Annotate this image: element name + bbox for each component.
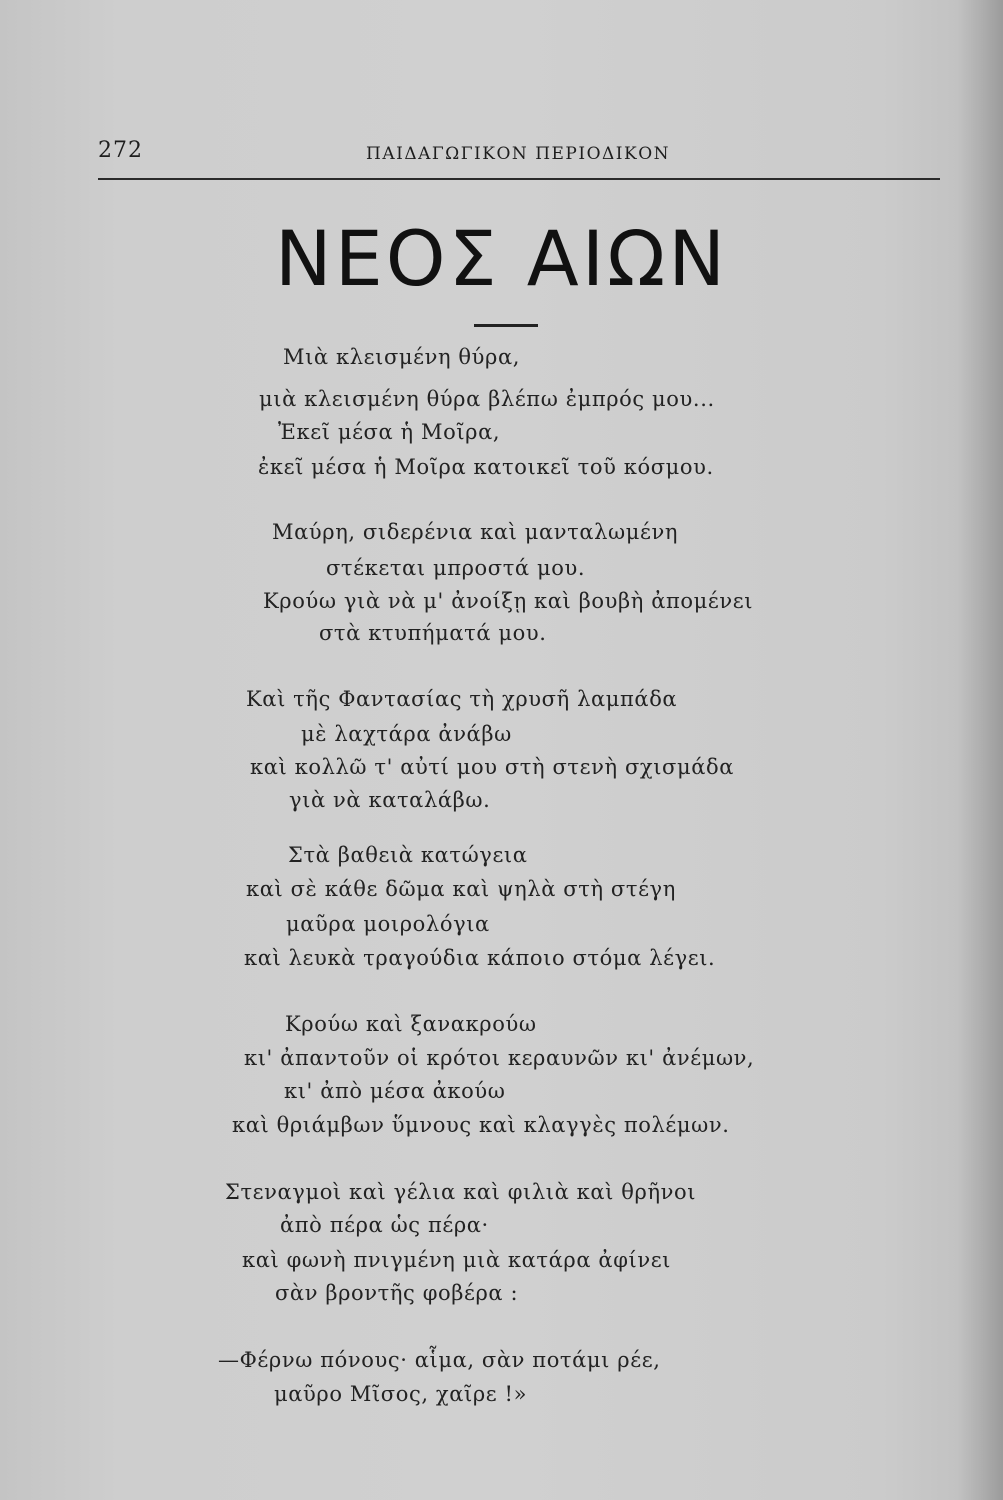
- page-number: 272: [98, 138, 143, 163]
- verse-line: ἀπὸ πέρα ὡς πέρα·: [280, 1213, 489, 1237]
- verse-line: Μιὰ κλεισμένη θύρα,: [283, 345, 521, 369]
- verse-line: στὰ κτυπήματά μου.: [319, 621, 547, 645]
- verse-line: καὶ λευκὰ τραγούδια κάποιο στόμα λέγει.: [244, 946, 716, 970]
- verse-line: Ἐκεῖ μέσα ἡ Μοῖρα,: [278, 420, 501, 444]
- page-header: [98, 138, 940, 174]
- verse-line: μαῦρο Μῖσος, χαῖρε !»: [274, 1382, 528, 1406]
- verse-line: Στὰ βαθειὰ κατώγεια: [288, 843, 528, 867]
- verse-line: —Φέρνω πόνους· αἷμα, σὰν ποτάμι ρέε,: [218, 1348, 661, 1372]
- verse-line: σὰν βροντῆς φοβέρα :: [275, 1281, 519, 1305]
- verse-line: καὶ σὲ κάθε δῶμα καὶ ψηλὰ στὴ στέγη: [246, 877, 676, 901]
- verse-line: γιὰ νὰ καταλάβω.: [289, 788, 491, 812]
- verse-line: μαῦρα μοιρολόγια: [286, 912, 490, 936]
- verse-line: Στεναγμοὶ καὶ γέλια καὶ φιλιὰ καὶ θρῆνοι: [225, 1180, 697, 1204]
- verse-line: κι' ἀπὸ μέσα ἀκούω: [284, 1079, 506, 1103]
- verse-line: Κρούω καὶ ξανακρούω: [285, 1012, 537, 1036]
- header-rule: [98, 178, 940, 180]
- verse-line: στέκεται μπροστά μου.: [326, 556, 586, 580]
- verse-line: ἐκεῖ μέσα ἡ Μοῖρα κατοικεῖ τοῦ κόσμου.: [258, 455, 714, 479]
- verse-line: μὲ λαχτάρα ἀνάβω: [301, 722, 512, 746]
- verse-line: Κρούω γιὰ νὰ μ' ἀνοίξῃ καὶ βουβὴ ἀπομένει: [263, 589, 754, 613]
- verse-line: καὶ κολλῶ τ' αὐτί μου στὴ στενὴ σχισμάδα: [250, 755, 735, 779]
- running-title: ΠΑΙΔΑΓΩΓΙΚΟΝ ΠΕΡΙΟΔΙΚΟΝ: [366, 144, 671, 164]
- title-rule: [474, 324, 538, 327]
- verse-line: Καὶ τῆς Φαντασίας τὴ χρυσῆ λαμπάδα: [246, 687, 678, 711]
- verse-line: κι' ἀπαντοῦν οἱ κρότοι κεραυνῶν κι' ἀνέμων,: [244, 1046, 755, 1070]
- poem-title: ΝΕΟΣ ΑΙΩΝ: [274, 214, 729, 303]
- verse-line: καὶ φωνὴ πνιγμένη μιὰ κατάρα ἀφίνει: [242, 1248, 672, 1272]
- verse-line: μιὰ κλεισμένη θύρα βλέπω ἐμπρός μου...: [259, 387, 715, 411]
- verse-line: καὶ θριάμβων ὕμνους καὶ κλαγγὲς πολέμων.: [232, 1113, 730, 1137]
- verse-line: Μαύρη, σιδερένια καὶ μανταλωμένη: [272, 520, 679, 544]
